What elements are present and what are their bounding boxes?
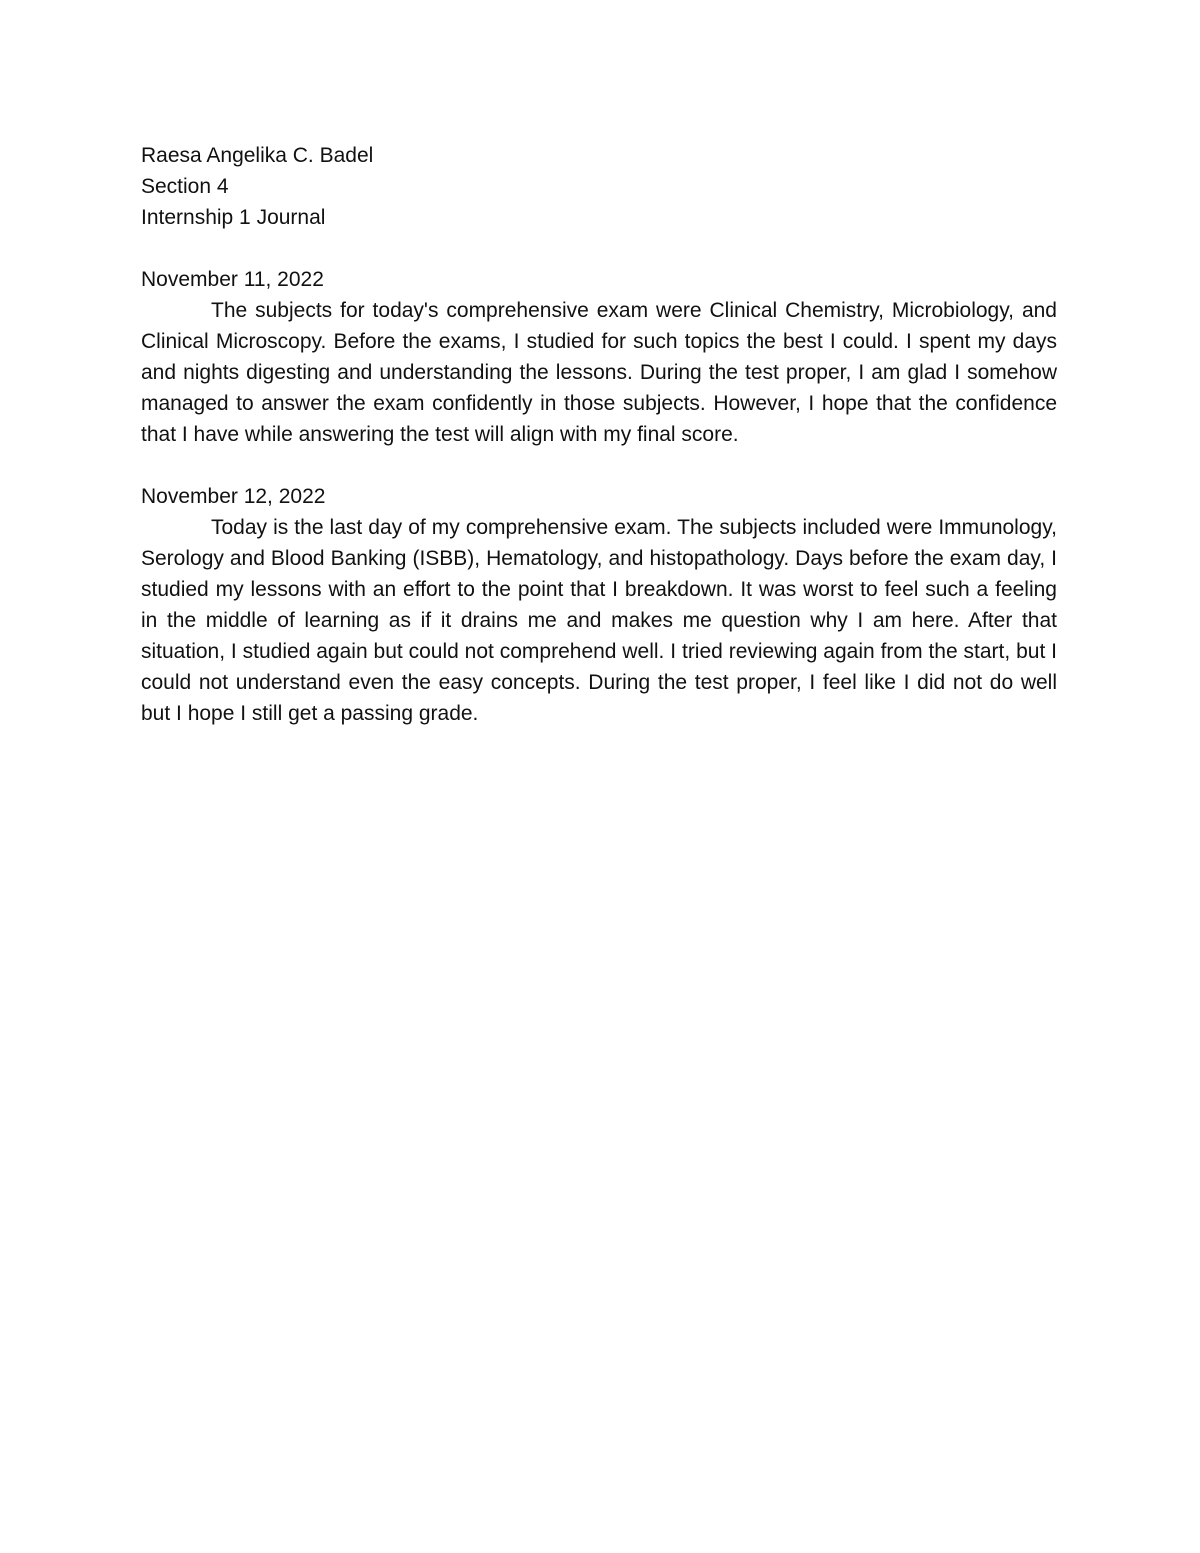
entry-date: November 11, 2022 bbox=[141, 268, 324, 291]
journal-entry-2 bbox=[141, 481, 1057, 729]
author-name: Raesa Angelika C. Badel bbox=[141, 144, 374, 167]
entry-body: Today is the last day of my comprehensive exam. The subjects included were Immunology, Serology and Blood Banking (ISBB), Hematology, and histopathology. Days before the exam day, I studied my lessons with an effort to the point that I breakdown. It was worst to feel such a feeling in the middle of learning as if it drains me and makes me question why I am here. After that situation, I studied again but could not comprehend well. I tried reviewing again from the start, but I could not understand even the easy concepts. During the test proper, I feel like I did not do well but I hope I still get a passing grade. bbox=[141, 516, 1057, 725]
spacer bbox=[141, 233, 1057, 264]
spacer bbox=[141, 450, 1057, 481]
document-content bbox=[141, 140, 1057, 729]
section-label: Section 4 bbox=[141, 175, 229, 198]
document-title: Internship 1 Journal bbox=[141, 206, 326, 229]
journal-entry-1 bbox=[141, 264, 1057, 450]
entry-date: November 12, 2022 bbox=[141, 485, 326, 508]
entry-body: The subjects for today's comprehensive exam were Clinical Chemistry, Microbiology, and Clinical Microscopy. Before the exams, I studied for such topics the best I could. I spent my days and nights digesting and understanding the lessons. During the test proper, I am glad I somehow managed to answer the exam confidently in those subjects. However, I hope that the confidence that I have while answering the test will align with my final score. bbox=[141, 299, 1057, 446]
